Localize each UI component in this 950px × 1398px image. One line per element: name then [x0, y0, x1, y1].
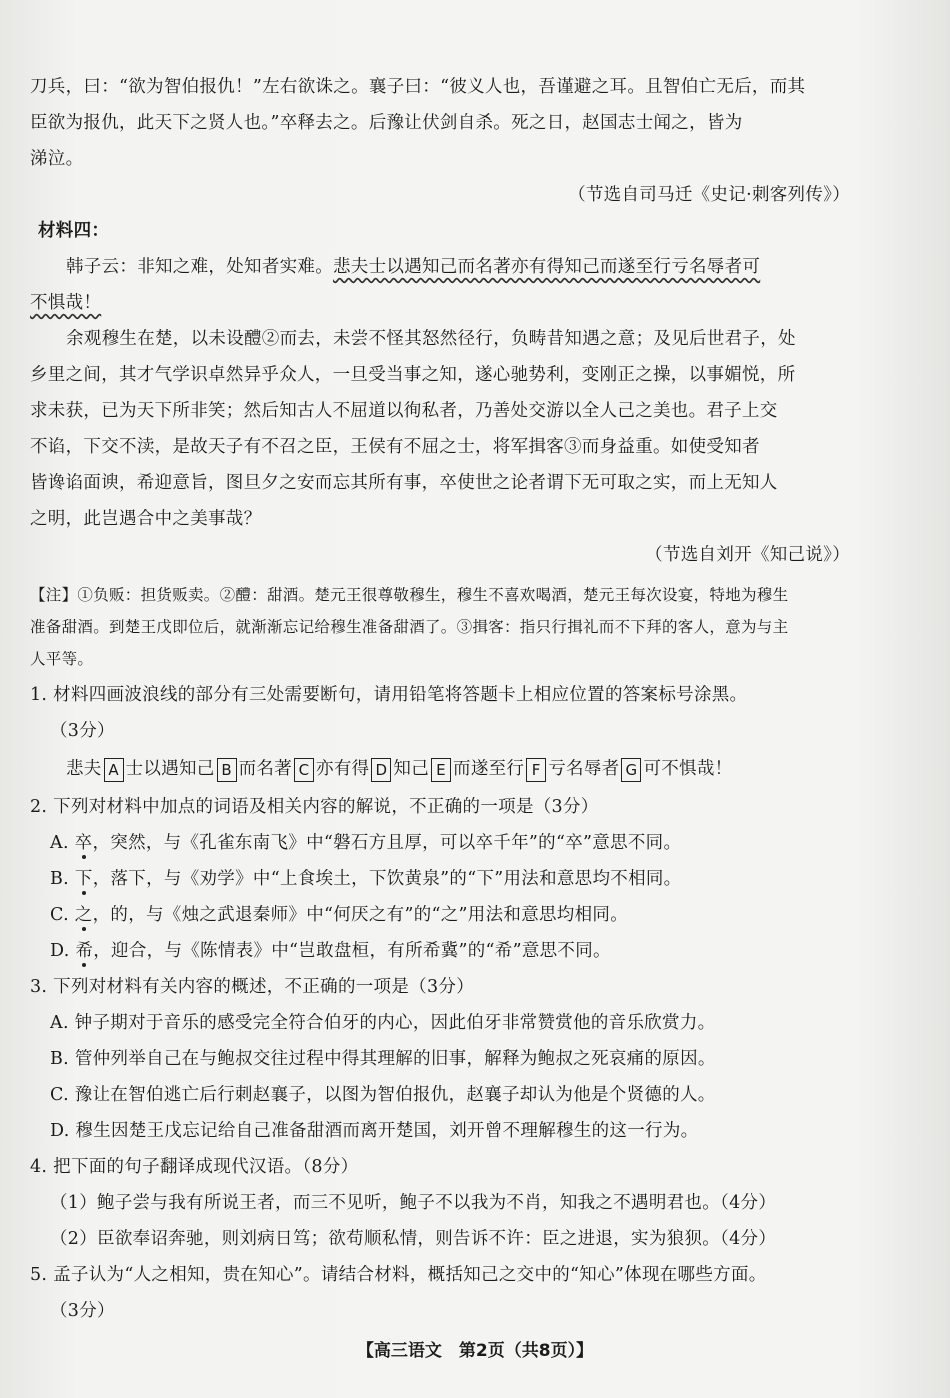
wavy-underlined-text: 不惧哉！ [30, 293, 102, 313]
question-1: 1. 材料四画波浪线的部分有三处需要断句，请用铅笔将答题卡上相应位置的答案标号涂黑。 [30, 685, 748, 705]
option-a [50, 830, 930, 856]
text-line: 求未获，已为天下所非笑；然后知古人不屈道以徇私者，乃善处交游以全人己之美也。君子上交 [30, 401, 778, 421]
break-option-box[interactable]: G [621, 758, 641, 782]
footnote-line: 人平等。 [30, 650, 94, 668]
option-text: ，的，与《烛之武退秦师》中“何厌之有”的“之”用法和意思均相同。 [92, 905, 628, 925]
material-heading: 材料四： [38, 221, 110, 241]
option-letter: C. [50, 905, 75, 925]
option-text: ，迎合，与《陈情表》中“岂敢盘桓，有所希冀”的“希”意思不同。 [93, 941, 611, 961]
segment: 可不惧哉！ [643, 759, 733, 779]
footnote-line: 【注】①负贩：担货贩卖。②醴：甜酒。楚元王很尊敬穆生，穆生不喜欢喝酒，楚元王每次设宴，特地为穆生 [30, 586, 789, 604]
dotted-word: 希 [75, 941, 94, 961]
footnote-line: 准备甜酒。到楚王戊即位后，就渐渐忘记给穆生准备甜酒了。③揖客：指只行揖礼而不下拜的客人，意为与主 [30, 618, 789, 636]
text-line [66, 254, 916, 280]
source-citation: （节选自刘开《知己说》） [645, 545, 850, 565]
segment: 而遂至行 [453, 759, 525, 779]
option-text: ，突然，与《孔雀东南飞》中“磐石方且厚，可以卒千年”的“卒”意思不同。 [92, 833, 682, 853]
option-letter: B. [50, 869, 75, 889]
question-3: 3. 下列对材料有关内容的概述，不正确的一项是（3分） [30, 977, 474, 997]
option-letter: D. [50, 941, 76, 961]
break-option-box[interactable]: D [371, 758, 391, 782]
text-line: 皆谗谄面谀，希迎意旨，图旦夕之安而忘其所有事，卒使世之论者谓下无可取之实，而上无知人 [30, 473, 778, 493]
dotted-word: 之 [74, 905, 93, 925]
quote-han: 韩子云：非知之难，处知者实难。 [66, 257, 333, 277]
segment: 士以遇知己 [125, 759, 215, 779]
option-c [50, 902, 930, 928]
page-footer: 【高三语文 第2页（共8页）】 [356, 1341, 594, 1361]
option-c: C. 豫让在智伯逃亡后行刺赵襄子，以图为智伯报仇，赵襄子却认为他是个贤德的人。 [50, 1085, 716, 1105]
sentence-break-options [66, 756, 916, 782]
segment: 而名著 [238, 759, 293, 779]
question-5: 5. 孟子认为“人之相知，贵在知心”。请结合材料，概括知己之交中的“知心”体现在哪些方面。 [30, 1265, 767, 1285]
break-option-box[interactable]: F [526, 758, 546, 782]
dotted-word: 下 [74, 869, 93, 889]
text-line: 不谄，下交不渎，是故天子有不召之臣，王侯有不屈之士，将军揖客③而身益重。如使受知者 [30, 437, 760, 457]
break-option-box[interactable]: E [431, 758, 451, 782]
translation-item: （1）鲍子尝与我有所说王者，而三不见听，鲍子不以我为不肖，知我之不遇明君也。（4分） [50, 1193, 777, 1213]
question-score: （3分） [50, 1301, 115, 1321]
segment: 悲夫 [66, 759, 102, 779]
break-option-box[interactable]: C [294, 758, 314, 782]
text-line: 余观穆生在楚，以未设醴②而去，未尝不怪其怒然径行，负畴昔知遇之意；及见后世君子，处 [66, 329, 796, 349]
question-4: 4. 把下面的句子翻译成现代汉语。（8分） [30, 1157, 359, 1177]
text-line: 涕泣。 [30, 149, 84, 169]
option-text: ，落下，与《劝学》中“上食埃土，下饮黄泉”的“下”用法和意思均不相同。 [92, 869, 682, 889]
text-line: 之明，此岂遇合中之美事哉？ [30, 509, 262, 529]
segment: 知己 [393, 759, 430, 779]
translation-item: （2）臣欲奉诏奔驰，则刘病日笃；欲苟顺私情，则告诉不许：臣之进退，实为狼狈。（4分） [50, 1229, 777, 1249]
option-d: D. 穆生因楚王戊忘记给自己准备甜酒而离开楚国，刘开曾不理解穆生的这一行为。 [50, 1121, 699, 1141]
segment: 亦有得 [316, 759, 370, 779]
segment: 亏名辱者 [548, 759, 620, 779]
text-line: 刀兵，曰：“欲为智伯报仇！”左右欲诛之。襄子曰：“彼义人也，吾谨避之耳。且智伯亡无后，而其 [30, 77, 806, 97]
question-score: （3分） [50, 721, 115, 741]
wavy-underlined-text: 悲夫士以遇知己而名著亦有得知己而遂至行亏名辱者可 [333, 257, 761, 277]
option-d [50, 938, 930, 964]
option-a: A. 钟子期对于音乐的感受完全符合伯牙的内心，因此伯牙非常赞赏他的音乐欣赏力。 [50, 1013, 716, 1033]
dotted-word: 卒 [74, 833, 93, 853]
option-letter: A. [50, 833, 75, 853]
option-b: B. 管仲列举自己在与鲍叔交往过程中得其理解的旧事，解释为鲍叔之死哀痛的原因。 [50, 1049, 716, 1069]
text-line: 臣欲为报仇，此天下之贤人也。”卒释去之。后豫让伏剑自杀。死之日，赵国志士闻之，皆为 [30, 113, 743, 133]
break-option-box[interactable]: B [217, 758, 237, 782]
text-line [30, 290, 910, 316]
source-citation: （节选自司马迁《史记·刺客列传》） [568, 185, 850, 205]
option-b [50, 866, 930, 892]
question-2: 2. 下列对材料中加点的词语及相关内容的解说，不正确的一项是（3分） [30, 797, 599, 817]
text-line: 乡里之间，其才气学识卓然异乎众人，一旦受当事之知，遂心驰势利，变刚正之操，以事媚悦，所 [30, 365, 796, 385]
break-option-box[interactable]: A [104, 758, 124, 782]
